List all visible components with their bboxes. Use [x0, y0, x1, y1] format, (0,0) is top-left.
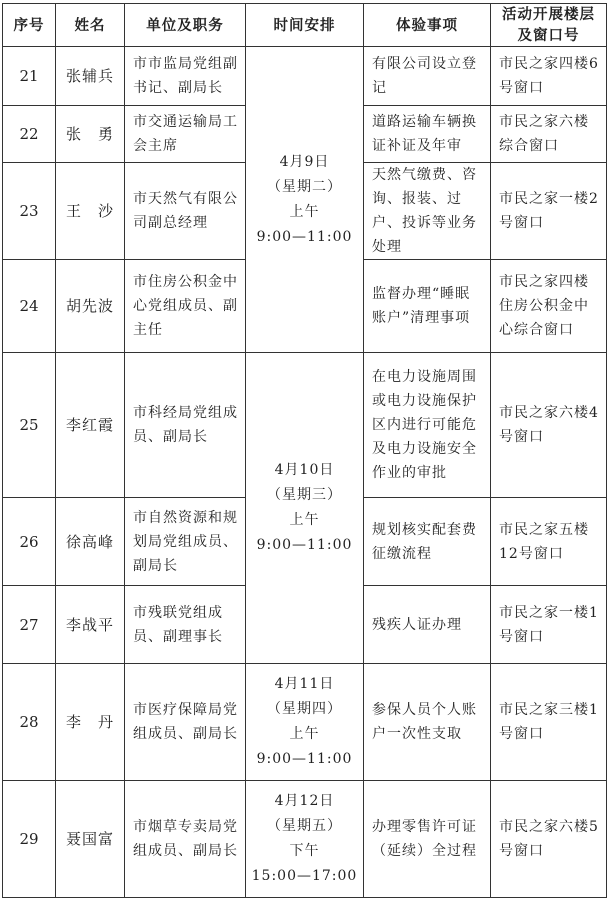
- table-row: [3, 47, 607, 106]
- seq-cell: 27: [3, 586, 56, 664]
- time-cell: [246, 781, 364, 898]
- header-row: [3, 4, 607, 47]
- table-row: [3, 353, 607, 498]
- schedule-table: [2, 3, 607, 898]
- name-cell: 李 丹: [56, 664, 125, 781]
- floor-cell: 市民之家三楼1号窗口: [491, 664, 607, 781]
- unit-cell: 市市监局党组副书记、副局长: [125, 47, 246, 106]
- header-floor: 活动开展楼层及窗口号: [491, 4, 607, 47]
- time-weekday: （星期四）: [267, 701, 342, 717]
- floor-cell: 市民之家一楼1号窗口: [491, 586, 607, 664]
- item-cell: 参保人员个人账户一次性支取: [364, 664, 491, 781]
- item-cell: 天然气缴费、咨询、报装、过户、投诉等业务处理: [364, 163, 491, 260]
- time-date: 4月9日: [279, 153, 330, 170]
- time-cell: [246, 664, 364, 781]
- unit-cell: 市自然资源和规划局党组成员、副局长: [125, 498, 246, 586]
- time-date: 4月11日: [274, 676, 335, 692]
- time-date: 4月12日: [274, 793, 335, 809]
- floor-cell: 市民之家一楼2号窗口: [491, 163, 607, 260]
- seq-cell: 25: [3, 353, 56, 498]
- header-seq: 序号: [3, 4, 56, 47]
- floor-cell: 市民之家六楼4号窗口: [491, 353, 607, 498]
- header-time: 时间安排: [246, 4, 364, 47]
- item-cell: 办理零售许可证（延续）全过程: [364, 781, 491, 898]
- time-period: 上午: [289, 512, 320, 528]
- name-cell: 聂国富: [56, 781, 125, 898]
- name-cell: 徐高峰: [56, 498, 125, 586]
- time-period: 上午: [289, 203, 320, 220]
- header-item: 体验事项: [364, 4, 491, 47]
- time-weekday: （星期二）: [267, 178, 342, 195]
- time-hours: 9:00—11:00: [256, 228, 353, 245]
- time-hours: 9:00—11:00: [256, 537, 353, 553]
- name-cell: 张辅兵: [56, 47, 125, 106]
- time-period: 下午: [289, 843, 320, 859]
- time-hours: 15:00—17:00: [251, 868, 358, 884]
- time-weekday: （星期五）: [267, 818, 342, 834]
- item-cell: 残疾人证办理: [364, 586, 491, 664]
- name-cell: 李红霞: [56, 353, 125, 498]
- table-row: [3, 781, 607, 898]
- name-cell: 王 沙: [56, 163, 125, 260]
- time-cell: [246, 47, 364, 353]
- item-cell: 在电力设施周围或电力设施保护区内进行可能危及电力设施安全作业的审批: [364, 353, 491, 498]
- unit-cell: 市天然气有限公司副总经理: [125, 163, 246, 260]
- seq-cell: 28: [3, 664, 56, 781]
- floor-cell: 市民之家四楼6号窗口: [491, 47, 607, 106]
- item-cell: 规划核实配套费征缴流程: [364, 498, 491, 586]
- floor-cell: 市民之家六楼5号窗口: [491, 781, 607, 898]
- unit-cell: 市交通运输局工会主席: [125, 106, 246, 163]
- seq-cell: 29: [3, 781, 56, 898]
- seq-cell: 23: [3, 163, 56, 260]
- unit-cell: 市科经局党组成员、副局长: [125, 353, 246, 498]
- item-cell: 监督办理“睡眠账户”清理事项: [364, 260, 491, 353]
- seq-cell: 26: [3, 498, 56, 586]
- header-unit: 单位及职务: [125, 4, 246, 47]
- time-period: 上午: [289, 726, 320, 742]
- unit-cell: 市残联党组成员、副理事长: [125, 586, 246, 664]
- item-cell: 道路运输车辆换证补证及年审: [364, 106, 491, 163]
- floor-cell: 市民之家四楼住房公积金中心综合窗口: [491, 260, 607, 353]
- item-cell: 有限公司设立登记: [364, 47, 491, 106]
- table-row: [3, 664, 607, 781]
- name-cell: 胡先波: [56, 260, 125, 353]
- time-date: 4月10日: [274, 462, 335, 478]
- seq-cell: 24: [3, 260, 56, 353]
- seq-cell: 21: [3, 47, 56, 106]
- unit-cell: 市烟草专卖局党组成员、副局长: [125, 781, 246, 898]
- unit-cell: 市医疗保障局党组成员、副局长: [125, 664, 246, 781]
- time-cell: [246, 353, 364, 664]
- seq-cell: 22: [3, 106, 56, 163]
- name-cell: 张 勇: [56, 106, 125, 163]
- name-cell: 李战平: [56, 586, 125, 664]
- floor-cell: 市民之家五楼12号窗口: [491, 498, 607, 586]
- time-hours: 9:00—11:00: [256, 751, 353, 767]
- unit-cell: 市住房公积金中心党组成员、副主任: [125, 260, 246, 353]
- header-name: 姓名: [56, 4, 125, 47]
- time-weekday: （星期三）: [267, 487, 342, 503]
- floor-cell: 市民之家六楼综合窗口: [491, 106, 607, 163]
